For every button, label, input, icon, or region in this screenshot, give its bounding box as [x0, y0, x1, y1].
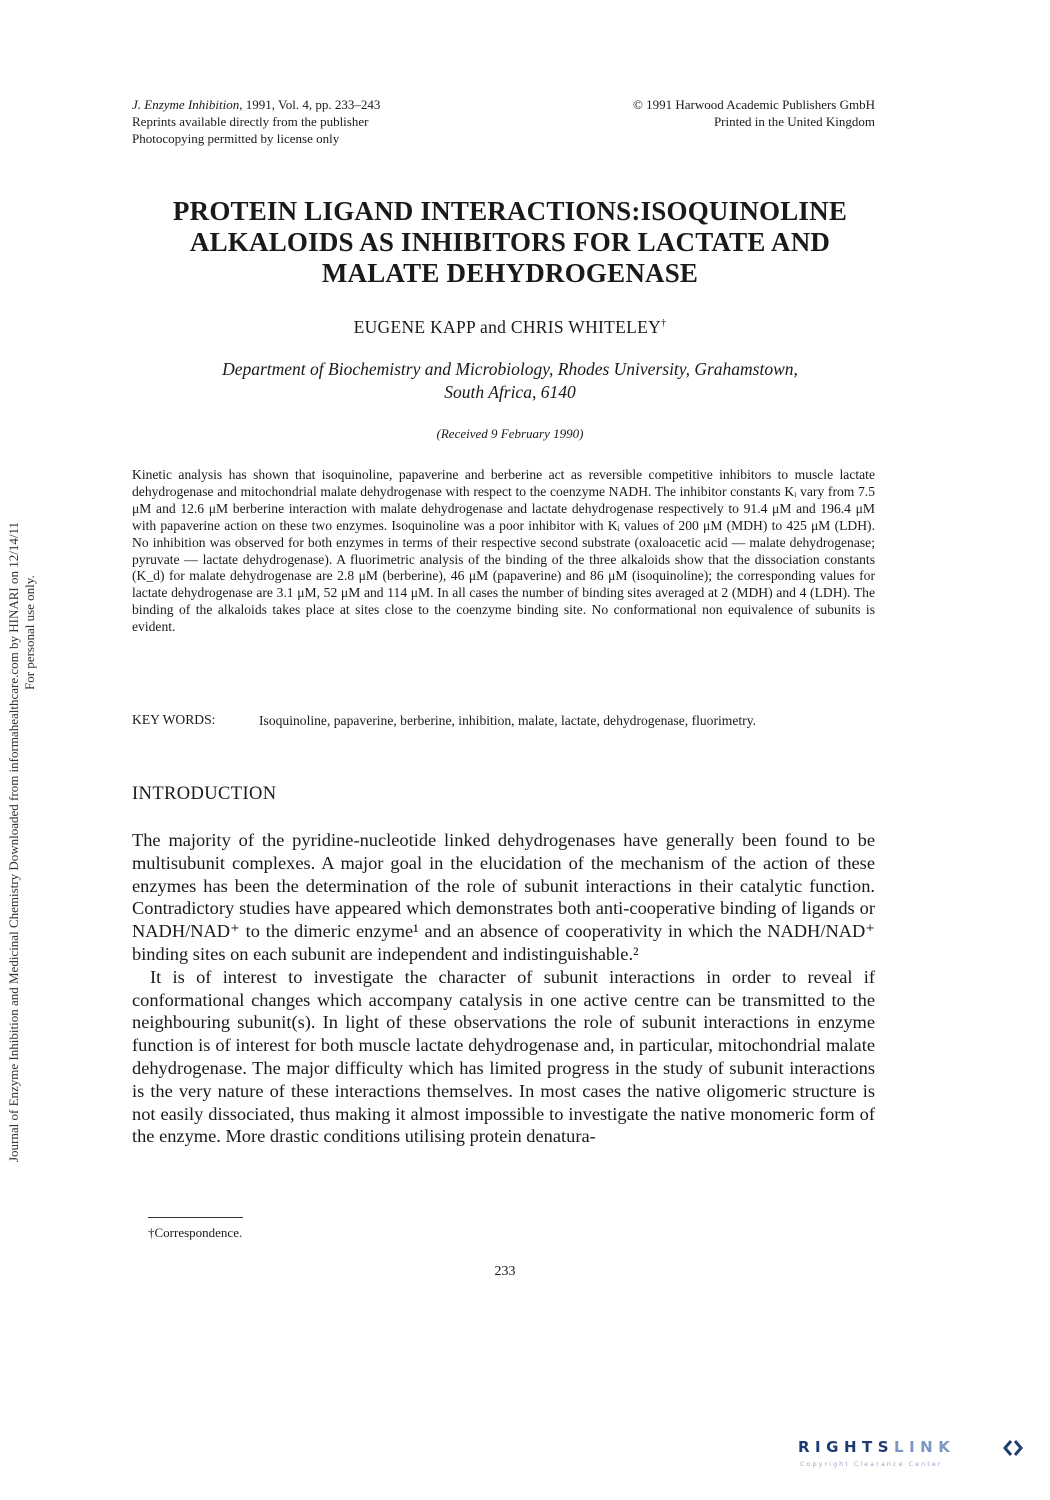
title-line-2: ALKALOIDS AS INHIBITORS FOR LACTATE AND [189, 227, 831, 257]
journal-volume-pages: , 1991, Vol. 4, pp. 233–243 [239, 97, 381, 112]
copyright-line: © 1991 Harwood Academic Publishers GmbH [632, 97, 875, 112]
paragraph-2: It is of interest to investigate the character of subunit interactions in order to reveal if conformational changes which accompany catalysis in one active centre can be transmitted to the neighbouring subunit(s). In light of these observations the role of subunit interactions in enzyme function is of interest for both muscle lactate dehydrogenase and, in particular, mitochondrial malate dehydrogenase. The major difficulty which has limited progress in the study of subunit interactions is the very nature of these interactions themselves. In most cases the native oligomeric structure is not easily dissociated, thus making it almost impossible to investigate the native monomeric form of the enzyme. More drastic conditions utilising protein denatura- [132, 966, 875, 1147]
title-line-3: MALATE DEHYDROGENASE [321, 258, 699, 288]
journal-header-left [132, 96, 512, 147]
photocopy-note: Photocopying permitted by license only [132, 131, 340, 146]
printed-line: Printed in the United Kingdom [713, 114, 875, 129]
affiliation-line-1: Department of Biochemistry and Microbiology, Rhodes University, Grahamstown, [222, 359, 798, 379]
authors [120, 317, 900, 338]
affiliation [120, 358, 900, 404]
footnote-divider [148, 1217, 243, 1218]
title-line-1: PROTEIN LIGAND INTERACTIONS:ISOQUINOLINE [172, 196, 848, 226]
side-text-line-2: For personal use only. [22, 575, 37, 690]
logo-light-text: LINK [894, 1438, 956, 1456]
side-watermark [0, 0, 50, 1500]
paragraph-1: The majority of the pyridine-nucleotide linked dehydrogenases have generally been found to be multisubunit complexes. A major goal in the elucidation of the mechanism of the action of these enzymes has been the determination of the role of subunit interactions in their catalytic function. Contradictory studies have appeared which demonstrates both anti-cooperative binding of ligands or NADH/NAD⁺ to the dimeric enzyme¹ and an absence of cooperativity in which the NADH/NAD⁺ binding sites on each subunit are independent and indistinguishable.² [132, 830, 875, 964]
keywords-text: Isoquinoline, papaverine, berberine, inhibition, malate, lactate, dehydrogenase, fluorimetry. [259, 713, 757, 728]
footnote: †Correspondence. [148, 1225, 243, 1240]
received-date: (Received 9 February 1990) [436, 426, 584, 441]
link-arrows-icon [1003, 1439, 1023, 1457]
correspondence-mark: † [661, 318, 667, 330]
abstract: Kinetic analysis has shown that isoquinoline, papaverine and berberine act as reversible competitive inhibitors to muscle lactate dehydrogenase and mitochondrial malate dehydrogenase with respect to the coenzyme NADH. The inhibitor constants Kᵢ vary from 7.5 μM and 12.6 μM berberine interaction with malate dehydrogenase and lactate dehydrogenase respectively to 91.4 μM and 196.4 μM with papaverine action on these two enzymes. Isoquinoline was a poor inhibitor with Kᵢ values of 200 μM (MDH) to 425 μM (LDH). No inhibition was observed for both enzymes in terms of their respective second substrate (oxaloacetic acid — malate dehydrogenase; pyruvate — lactate dehydrogenase). A fluorimetric analysis of the binding of the three alkaloids show that the dissociation constants (K_d) for malate dehydrogenase are 2.8 μM (berberine), 46 μM (papaverine) and 86 μM (isoquinoline); the corresponding values for lactate dehydrogenase are 3.1 μM, 52 μM and 114 μM. In all cases the number of binding sites averaged at 2 (MDH) and 4 (LDH). The binding of the alkaloids takes place at sites close to the coenzyme binding site. No conformational non equivalence of subunits is evident. [132, 467, 875, 635]
side-text-line-1: Journal of Enzyme Inhibition and Medicinal Chemistry Downloaded from informahealthcare.com by HINARI on 12/14/11 [6, 522, 21, 1162]
logo-wordmark [798, 1438, 955, 1456]
keywords-label: KEY WORDS: [132, 712, 216, 727]
page-number: 233 [494, 1264, 516, 1279]
article-title [120, 196, 900, 289]
journal-header-right [555, 96, 875, 130]
logo-subtitle: Copyright Clearance Center [800, 1460, 943, 1468]
rightslink-logo[interactable] [798, 1438, 1028, 1474]
journal-name: J. Enzyme Inhibition [132, 97, 240, 112]
body-text [132, 829, 875, 1148]
journal-citation [132, 96, 512, 113]
section-heading: INTRODUCTION [132, 784, 277, 804]
affiliation-line-2: South Africa, 6140 [444, 382, 576, 402]
logo-strong-text: RIGHTS [798, 1438, 895, 1456]
author-names: EUGENE KAPP and CHRIS WHITELEY [353, 317, 662, 337]
reprints-note: Reprints available directly from the publisher [132, 114, 369, 129]
